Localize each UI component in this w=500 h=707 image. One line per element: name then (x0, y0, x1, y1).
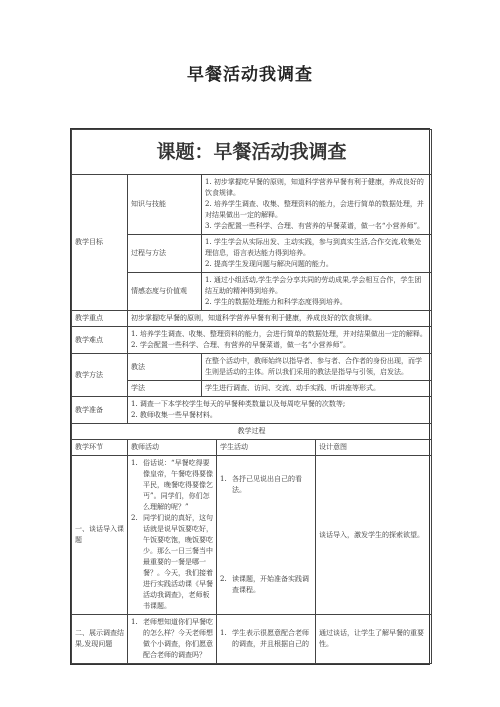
lesson-title: 课题：早餐活动我调查 (72, 130, 432, 175)
student-item (220, 628, 312, 650)
header-teacher: 教师活动 (128, 440, 217, 456)
emotion-item: 2. 学生的数据处理能力和科学态度得到培养。 (205, 298, 347, 306)
student-item (220, 474, 312, 496)
process-item: 1. 学生学会从实际出发、主动实践，参与到真实生活,合作交流,收集处理信息，语言表达能力得到培养。 (205, 238, 422, 257)
step-student-activity (217, 456, 316, 615)
step-intent: 谈话导入，激发学生的探索欲望。 (316, 456, 432, 615)
teacher-item (131, 617, 213, 661)
process-section-title: 教学过程 (72, 424, 432, 440)
item-number: 1. (131, 459, 138, 467)
step-student-activity (217, 615, 316, 664)
page-title: 早餐活动我调查 (187, 65, 313, 85)
step-teacher-activity (128, 615, 217, 664)
preparation-item: 1. 调查一下本学校学生每天的早餐种类数量以及每周吃早餐的次数等; (131, 400, 346, 408)
knowledge-item: 2. 培养学生调查、收集、整理资料的能力，会进行简单的数据处理，并对结果做出一定的解释。 (205, 200, 424, 219)
learning-method-label: 学法 (128, 381, 202, 397)
preparation-label: 教学准备 (72, 397, 128, 424)
teaching-method-text: 在整个活动中，教师始终以指导者、参与者、合作者的身份出现，而学生则是活动的主体。所以我们采用的教法是指导与引领，启发法。 (202, 354, 432, 381)
lesson-plan-table (70, 128, 430, 665)
learning-method-text: 学生进行调查、访问、交流、动手实践、听讲座等形式。 (202, 381, 432, 397)
item-text: 各抒己见说出自己的看法。 (232, 475, 302, 494)
item-text: 学生表示很愿意配合老师的调查，并且根据自己的 (232, 629, 309, 648)
knowledge-item: 1. 初步掌握吃早餐的原则，知道科学营养早餐有利于健康，养成良好的饮食规律。 (205, 178, 424, 197)
difficulty-label: 教学难点 (72, 327, 128, 354)
step-teacher-activity (128, 456, 217, 615)
emotion-content (202, 273, 432, 311)
student-item (220, 574, 312, 596)
methods-label: 教学方法 (72, 354, 128, 397)
knowledge-item: 3. 学会配置一些科学、合理、有营养的早餐菜谱，做一名“小营养师”。 (205, 222, 425, 230)
difficulty-item: 1. 培养学生调查、收集、整理资料的能力，会进行简单的数据处理，并对结果做出一定的解释。 (131, 330, 427, 338)
difficulty-item: 2. 学会配置一些科学、合理、有营养的早餐菜谱，做一名“小营养师”。 (131, 341, 351, 349)
process-item: 2. 提高学生发现问题与解决问题的能力。 (205, 260, 333, 268)
preparation-content (128, 397, 432, 424)
difficulty-content (128, 327, 432, 354)
teaching-method-label: 教法 (128, 354, 202, 381)
knowledge-label: 知识与技能 (128, 175, 202, 235)
item-number: 1. (131, 618, 138, 626)
key-point-text: 初步掌握吃早餐的原则，知道科学营养早餐有利于健康，养成良好的饮食规律。 (128, 311, 432, 327)
header-student: 学生活动 (217, 440, 316, 456)
item-number: 1. (220, 475, 227, 483)
key-point-label: 教学重点 (72, 311, 128, 327)
emotion-item: 1. 通过小组活动,学生学会分享共同的劳动成果,学会相互合作，学生团结互助的精神得到培养。 (205, 276, 422, 295)
header-step: 教学环节 (72, 440, 128, 456)
knowledge-content (202, 175, 432, 235)
item-text: 俗话说：“早餐吃得要像皇帝，午餐吃得要像平民，晚餐吃得要像乞丐”。同学们，你们怎么理解的呢？” (143, 459, 213, 511)
preparation-item: 2. 教师收集一些早餐材料。 (131, 411, 217, 419)
item-number: 2. (131, 514, 138, 522)
objectives-label: 教学目标 (72, 175, 128, 311)
header-intent: 设计意图 (316, 440, 432, 456)
step-section: 二、展示调查结果,发现问题 (72, 615, 128, 664)
process-label: 过程与方法 (128, 235, 202, 273)
item-number: 2. (220, 575, 227, 583)
teacher-item (131, 458, 213, 513)
item-text: 老师想知道你们早餐吃的怎么样？今天老师想做个小调查，你们愿意配合老师的调查吗？ (143, 618, 213, 659)
teacher-item (131, 513, 213, 612)
item-number: 1. (220, 629, 227, 637)
step-intent: 通过谈话，让学生了解早餐的重要性。 (316, 615, 432, 664)
process-content (202, 235, 432, 273)
emotion-label: 情感态度与价值观 (128, 273, 202, 311)
step-section: 一、谈话导入课题 (72, 456, 128, 615)
item-text: 同学们说的真好，这句话就是说早饭要吃好，午饭要吃饱，晚饭要吃少。那么一日三餐当中最重要的一餐是哪一餐？。今天，我们接着进行实践活动课《早餐活动我调查》，老师板书课题。 (143, 514, 213, 610)
item-text: 读课题，开始准备实践调查课程。 (232, 575, 309, 594)
